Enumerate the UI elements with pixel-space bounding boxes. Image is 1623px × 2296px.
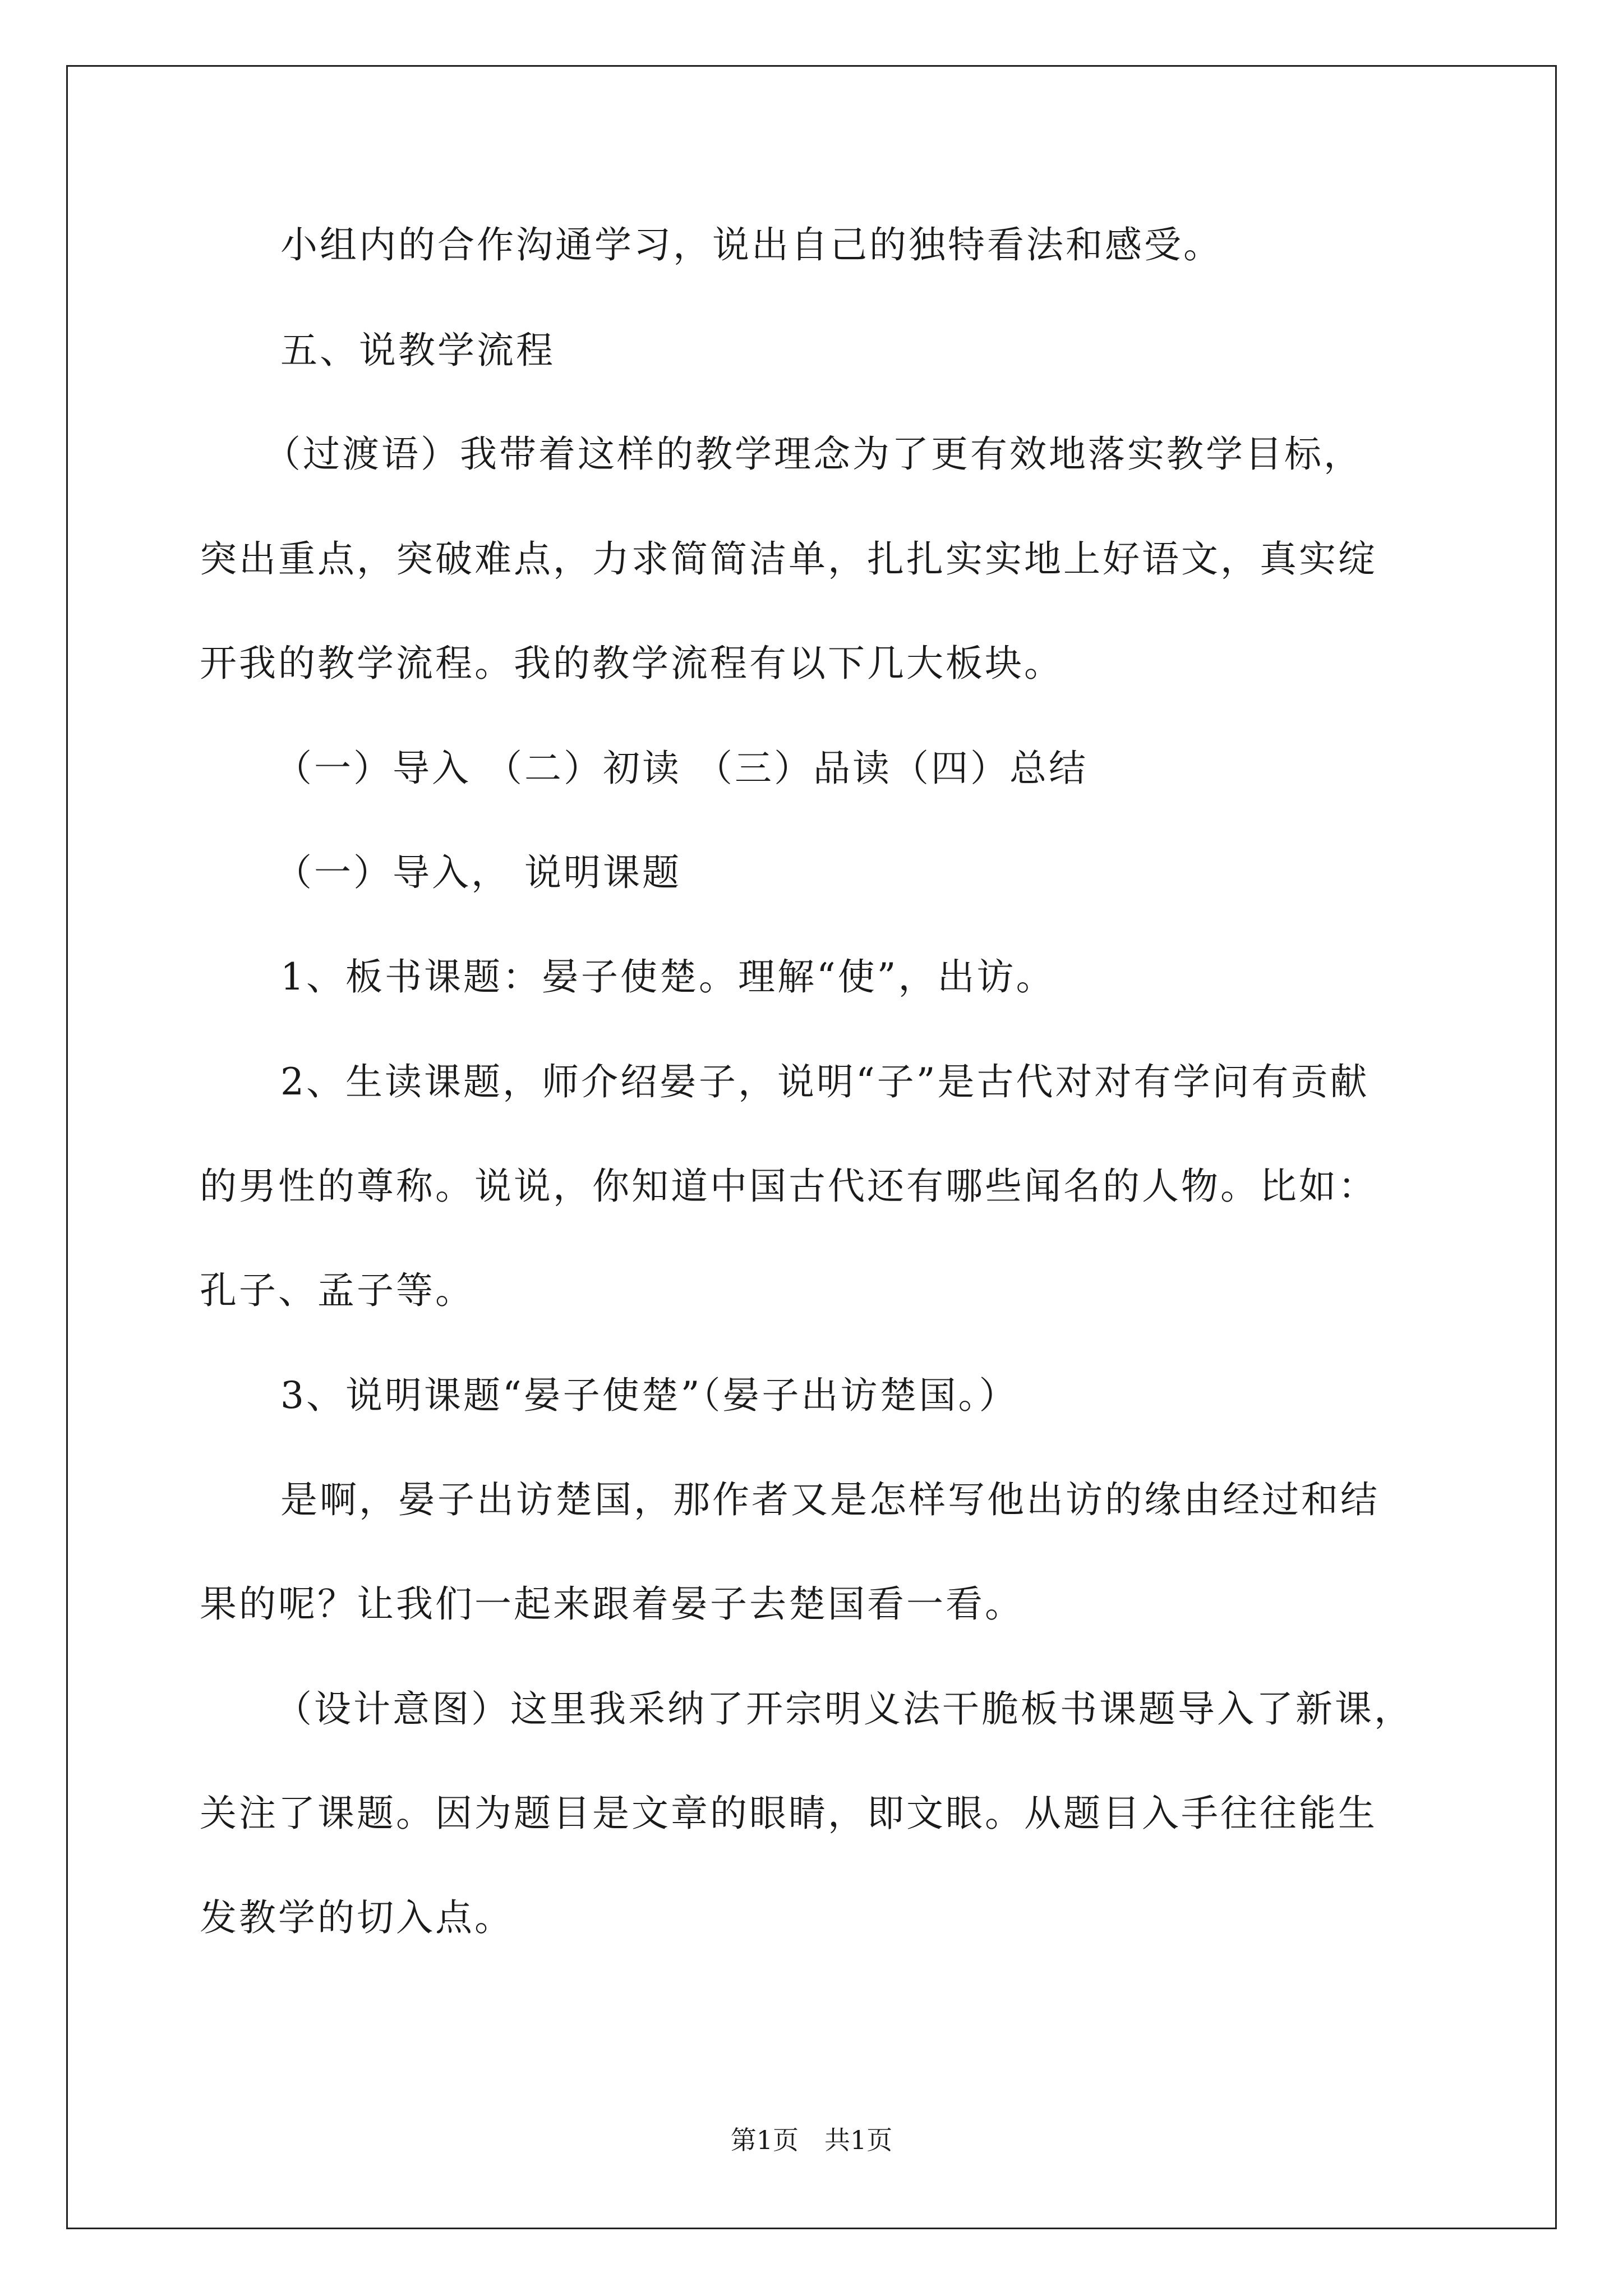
paragraph-line: 3、说明课题“晏子使楚”（晏子出访楚国。） (280, 1374, 1018, 1417)
page-footer (0, 2123, 1623, 2157)
paragraph-line: 发教学的切入点。 (200, 1896, 514, 1939)
paragraph-line: 孔子、孟子等。 (200, 1269, 474, 1312)
paragraph-line: 1、板书课题：晏子使楚。理解“使”，出访。 (280, 955, 1055, 999)
paragraph-line: 的男性的尊称。说说，你知道中国古代还有哪些闻名的人物。比如： (200, 1165, 1377, 1208)
section-heading: 五、说教学流程 (280, 329, 555, 372)
page-number: 第1页 (730, 2125, 799, 2155)
paragraph-line: 2、生读课题，师介绍晏子，说明“子”是古代对对有学问有贡献 (280, 1060, 1370, 1103)
paragraph-line: 开我的教学流程。我的教学流程有以下几大板块。 (200, 642, 1063, 685)
paragraph-line: 果的呢？让我们一起来跟着晏子去楚国看一看。 (200, 1582, 1024, 1626)
page-total: 共1页 (824, 2125, 893, 2155)
paragraph-line: （一）导入 （二）初读 （三）品读（四）总结 (275, 747, 1088, 790)
paragraph-line: 是啊，晏子出访楚国，那作者又是怎样写他出访的缘由经过和结 (280, 1478, 1380, 1521)
paragraph-line: （过渡语）我带着这样的教学理念为了更有效地落实教学目标， (264, 432, 1363, 476)
paragraph-line: 突出重点，突破难点，力求简简洁单，扎扎实实地上好语文，真实绽 (200, 537, 1377, 581)
subsection-heading: （一）导入， 说明课题 (275, 851, 681, 894)
paragraph-line: 关注了课题。因为题目是文章的眼睛，即文眼。从题目入手往往能生 (200, 1792, 1377, 1835)
paragraph-line: 小组内的合作沟通学习，说出自己的独特看法和感受。 (280, 223, 1223, 266)
paragraph-line: （设计意图）这里我采纳了开宗明义法干脆板书课题导入了新课， (275, 1687, 1413, 1731)
